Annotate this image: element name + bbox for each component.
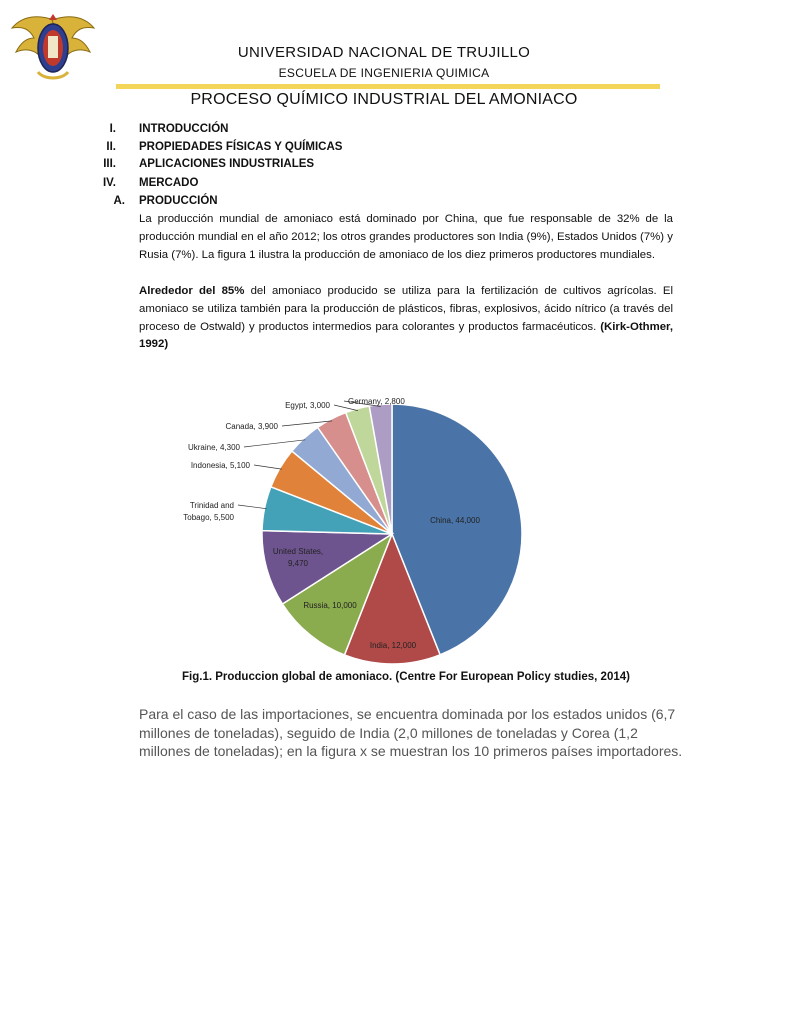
slice-label: Trinidad and Tobago, 5,500: [183, 501, 234, 522]
outline-item: [76, 123, 676, 139]
outline-label: PROPIEDADES FÍSICAS Y QUÍMICAS: [139, 141, 343, 153]
outline-item: [76, 141, 676, 157]
outline-number: III.: [103, 158, 116, 170]
outline-number: IV.: [102, 177, 116, 189]
imports-paragraph: Para el caso de las importaciones, se encuentra dominada por los estados unidos (6,7 millones de toneladas), seguido de India (2,0 millones de toneladas y Corea (1,2 millones de toneladas); en la figura x se muestran los 10 primeros países importadores.: [139, 706, 683, 759]
slice-label: Egypt, 3,000: [285, 401, 330, 410]
outline-label: MERCADO: [139, 177, 199, 189]
usage-citation: (Kirk-Othmer, 1992): [139, 320, 674, 351]
leader-line: [238, 505, 267, 509]
outline-number: I.: [109, 123, 116, 135]
university-name: UNIVERSIDAD NACIONAL DE TRUJILLO: [237, 44, 531, 61]
slice-label: Germany, 2,800: [348, 397, 405, 406]
outline-number: II.: [106, 141, 116, 153]
slice-label: United States, 9,470: [272, 547, 324, 568]
slice-label: Indonesia, 5,100: [190, 461, 250, 470]
leader-line: [254, 465, 282, 469]
slice-label: Ukraine, 4,300: [187, 443, 240, 452]
outline-label: INTRODUCCIÓN: [139, 123, 229, 135]
outline-item: [76, 195, 676, 211]
outline-label: PRODUCCIÓN: [139, 195, 218, 207]
production-paragraph: La producción mundial de amoniaco está dominado por China, que fue responsable de 32% de la producción mundial en el año 2012; los otros grandes productores son India (9%), Estados Unidos (7%) y Rusia (7%). La figura 1 ilustra la producción de amoniaco de los diez primeros productores mundiales.: [139, 213, 673, 261]
outline-item: [76, 158, 676, 174]
header-rule: [116, 84, 660, 89]
outline-number: A.: [113, 195, 125, 207]
slice-label: India, 12,000: [369, 641, 417, 650]
slice-label: Russia, 10,000: [303, 601, 357, 610]
slice-label: Canada, 3,900: [225, 422, 278, 431]
usage-emphasis: Alrededor del 85%: [139, 285, 245, 297]
usage-text: del amoniaco producido se utiliza para la fertilización de cultivos agrícolas. El amoniaco se utiliza también para la producción de plásticos, fibras, explosivos, ácido nítrico (a través del proceso de Ostwald) y productos intermedios para colorantes y productos farmacéuticos.: [139, 285, 673, 333]
school-name: ESCUELA DE INGENIERIA QUIMICA: [278, 66, 490, 80]
usage-paragraph: [139, 283, 673, 354]
slice-label: China, 44,000: [430, 516, 480, 525]
outline-label: APLICACIONES INDUSTRIALES: [139, 158, 315, 170]
outline-item: [76, 177, 676, 193]
production-pie-chart: [183, 388, 560, 663]
document-title: PROCESO QUÍMICO INDUSTRIAL DEL AMONIACO: [190, 91, 578, 108]
figure-caption: Fig.1. Produccion global de amoniaco. (Centre For European Policy studies, 2014): [182, 671, 630, 683]
